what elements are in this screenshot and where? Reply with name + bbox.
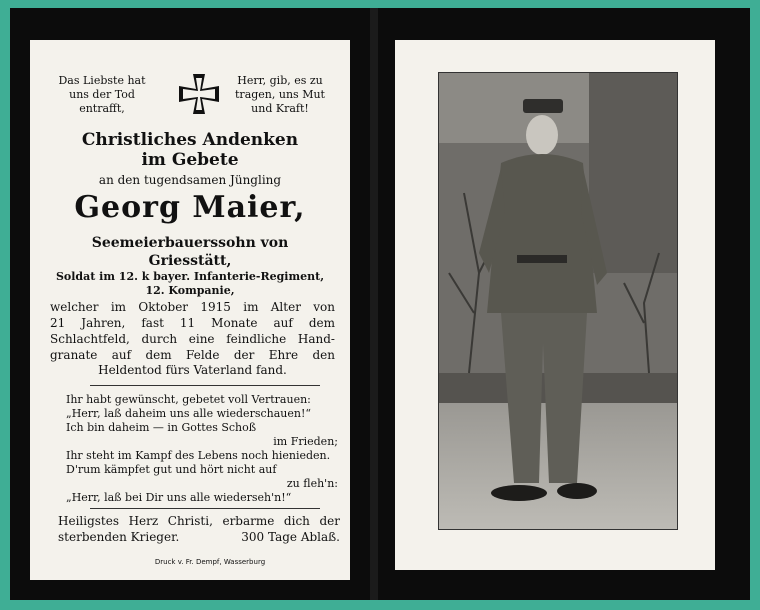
body-line: welcher im Oktober 1915 im Alter von xyxy=(50,300,335,314)
company-line: 12. Kompanie, xyxy=(145,284,235,297)
indulgence-note: 300 Tage Ablaß. xyxy=(241,530,340,544)
prayer-line-2 xyxy=(58,530,340,544)
card-subtitle: im Gebete xyxy=(141,150,239,170)
verse-left-line: uns der Tod xyxy=(69,88,135,101)
body-line: Schlachtfeld, durch eine feindliche Hand- xyxy=(50,332,335,346)
body-line: granate auf dem Felde der Ehre den xyxy=(50,348,335,362)
card-title: Christliches Andenken xyxy=(81,130,299,150)
poem-line: „Herr, laß daheim uns alle wiederschauen!“ xyxy=(66,407,311,420)
printer-imprint: Druck v. Fr. Dempf, Wasserburg xyxy=(154,558,266,566)
poem-line: im Frieden; xyxy=(273,435,338,448)
poem-line: Ihr steht im Kampf des Lebens noch hienieden. xyxy=(66,449,331,462)
iron-cross-icon xyxy=(177,72,221,116)
verse-right-line: und Kraft! xyxy=(251,102,309,115)
prayer-line-2-text: sterbenden Krieger. xyxy=(58,530,180,544)
place-line: Griesstätt, xyxy=(148,253,232,269)
verse-left-line: Das Liebste hat xyxy=(58,74,146,87)
divider xyxy=(90,508,320,509)
verse-left-line: entrafft, xyxy=(79,102,125,115)
poem-line: D'rum kämpfet gut und hört nicht auf xyxy=(66,463,277,476)
divider xyxy=(90,385,320,386)
verse-right-line: tragen, uns Mut xyxy=(235,88,325,101)
body-line: Heldentod fürs Vaterland fand. xyxy=(98,363,287,377)
body-line: 21 Jahren, fast 11 Monate auf dem xyxy=(50,316,335,330)
deceased-name: Georg Maier, xyxy=(74,190,306,225)
verse-left xyxy=(42,74,162,116)
occupation-line: Seemeierbauerssohn von xyxy=(91,235,289,251)
soldier-photo xyxy=(438,72,678,530)
verse-right-line: Herr, gib, es zu xyxy=(237,74,323,87)
intro-line: an den tugendsamen Jüngling xyxy=(98,173,282,187)
regiment-line: Soldat im 12. k bayer. Infanterie-Regiment, xyxy=(55,270,325,283)
card-fold xyxy=(370,8,378,600)
poem-line: zu fleh'n: xyxy=(286,477,338,490)
poem-line: Ich bin daheim — in Gottes Schoß xyxy=(66,421,257,434)
prayer-line: Heiligstes Herz Christi, erbarme dich der xyxy=(58,514,340,528)
verse-right xyxy=(220,74,340,116)
poem-line: Ihr habt gewünscht, gebetet voll Vertrauen: xyxy=(66,393,311,406)
poem-line: „Herr, laß bei Dir uns alle wiederseh'n!“ xyxy=(66,491,292,504)
